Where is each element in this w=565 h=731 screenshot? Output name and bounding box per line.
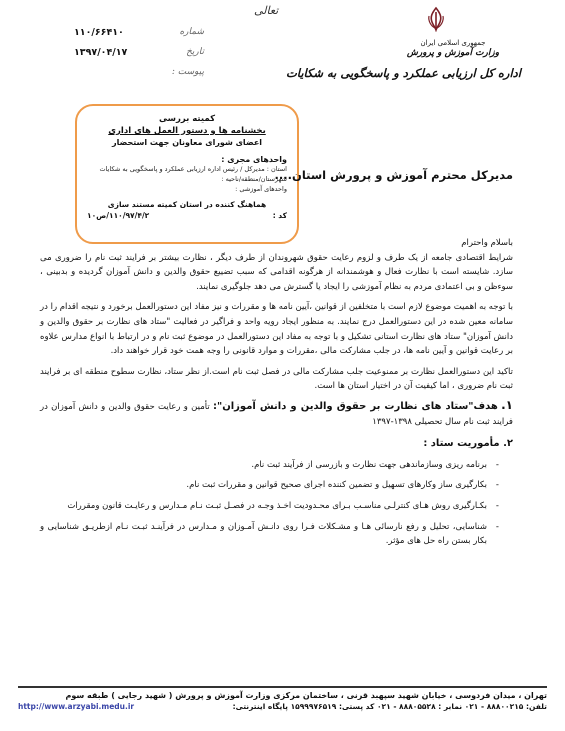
section-1: [40, 398, 513, 429]
footer-address: تهران ، میدان فردوسی ، خیابان شهید سپهبد قرنی ، ساختمان مرکزی وزارت آموزش و پرورش ( شهید رجایی ) طبقه سوم: [65, 691, 547, 700]
section-1-number: ۱.: [501, 397, 513, 412]
stamp-units-text2: شهرستان/منطقه/ناحیه :: [221, 175, 287, 183]
letter-meta: [74, 22, 204, 82]
section-1-heading: هدف"ستاد های نظارت بر حقوق والدین و دانش آموزان":: [213, 400, 498, 412]
paragraph-1: شرایط اقتصادی جامعه از یک طرف و لزوم رعایت حقوق شهروندان از طرف دیگر ، نظارت بیشتر بر فرایند ثبت نام را ضروری می سازد. شایسته است با نظارت فعال و هوشمندانه از هرگونه اقدامی که سبب تضییع حقوق والدین و دانش آموزان گردیده و بدبینی ، سوءظن و بی اعتمادی مردم به نظام آموزشی را ایجاد یا گسترش می دهد جلوگیری نمایند.: [40, 252, 513, 292]
stamp-units-label: واحدهای مجری :: [221, 155, 287, 164]
bismillah: تعالی: [254, 4, 279, 17]
section-1-text: تأمین و رعایت حقوق والدین و دانش آموزان در فرایند ثبت نام سال تحصیلی ۱۳۹۸-۱۳۹۷: [40, 401, 513, 427]
letter-footer: [18, 686, 547, 711]
attachment-label: پیوست :: [171, 67, 204, 77]
addressee: مدیرکل محترم آموزش و پرورش استان....: [274, 168, 513, 182]
list-item: - بکـارگیری روش هـای کنترلـی مناسـب بـرای محـدودیت اخـذ وجـه در فصـل ثبـت نـام مـدارس و رعایـت قانون ومقررات: [40, 499, 499, 514]
list-item: - شناسایی، تحلیل و رفع نارسائی هـا و مشـکلات فـرا روی دانـش آمـوزان و مـدارس در فرآینـد ثبـت نـام ازطریـق شناسایی و بکار بستن راه حل های مؤثر.: [40, 520, 499, 549]
stamp-line3: اعضای شورای معاونان جهت استحضار: [111, 138, 263, 147]
ministry-line1: جمهوری اسلامی ایران: [420, 39, 486, 47]
section-2-heading: مأموریت ستاد :: [423, 438, 500, 450]
list-item: - بکارگیری ساز وکارهای تسهیل و تضمین کننده اجرای صحیح قوانین و مقررات ثبت نام.: [40, 478, 499, 493]
section-2-number: ۲.: [503, 438, 513, 450]
stamp-code-label: کد :: [272, 211, 287, 220]
date-label: تاریخ: [186, 47, 204, 57]
paragraph-3: تاکید این دستورالعمل نظارت بر ممنوعیت جلب مشارکت مالی در فصل ثبت نام است.از نظر ستاد، نظارت سطوح منطقه ای بر فرایند ثبت نام ضروری ، اما کیفیت آن در اختیار استان ها است.: [40, 366, 513, 392]
date-value: ۱۳۹۷/۰۴/۱۷: [74, 46, 128, 58]
stamp-line2: بخشنامه ها و دستور العمل های اداری: [108, 126, 266, 136]
iran-emblem-icon: [425, 6, 447, 32]
mission-list: [40, 458, 499, 549]
footer-phones: تلفن: ۸۸۸۰۰۲۱۵ - ۰۲۱ نمابر : ۸۸۸۰۵۵۲۸ - ۰۲۱ کد پستی: ۱۵۹۹۹۷۶۵۱۹ پایگاه اینترنتی:: [232, 702, 547, 711]
stamp-edu-label: واحدهای آموزشی :: [235, 185, 287, 193]
committee-stamp: [75, 104, 299, 244]
ministry-line2: وزارت آموزش و پرورش: [406, 48, 500, 58]
footer-website-link[interactable]: http://www.arzyabi.medu.ir: [18, 702, 135, 711]
ministry-name: [393, 38, 513, 58]
stamp-code-value: ۱۱۰/۹۷/۴/۲/ص۱۰: [87, 211, 150, 220]
stamp-units-text: استان : مدیرکل / رئیس اداره ارزیابی عملکرد و پاسخگویی به شکایات: [99, 165, 287, 173]
stamp-coordinator: هماهنگ کننده در استان کمیته مستند سازی: [107, 200, 267, 209]
paragraph-2: با توجه به اهمیت موضوع لازم است با متخلفین از قوانین ،آیین نامه ها و مقررات و نیز مفاد این دستورالعمل برخورد و نتیجه اقدام را در سامانه معین شده در این دستورالعمل درج نمایند. به منظور ایجاد رویه واحد و فراگیر در فعالیت "ستاد های نظارت بر حقوق والدین و دانش آموزان" ستاد های نظارت استانی تشکیل و با توجه به مفاد این دستورالعمل در موضوع ثبت نام و در ارتباط با انواع مدارس علاوه بر رعایت قوانین و آیین نامه ها، در جلب مشارکت مالی ،مقررات و موارد قانونی را وجه همت خود قرار خواهند داد.: [40, 302, 513, 357]
stamp-line1: کمیته بررسی: [158, 114, 216, 124]
section-2: [40, 437, 513, 452]
number-label: شماره: [179, 27, 204, 37]
office-title: اداره کل ارزیابی عملکرد و پاسخگویی به شکایات: [285, 66, 521, 80]
letter-body: [40, 236, 513, 555]
greeting: باسلام واحترام: [461, 238, 513, 248]
number-value: ۱۱۰/۶۶۴۱۰: [74, 26, 124, 38]
list-item: - برنامه ریزی وسازماندهی جهت نظارت و بازرسی از فرآیند ثبت نام.: [40, 458, 499, 473]
